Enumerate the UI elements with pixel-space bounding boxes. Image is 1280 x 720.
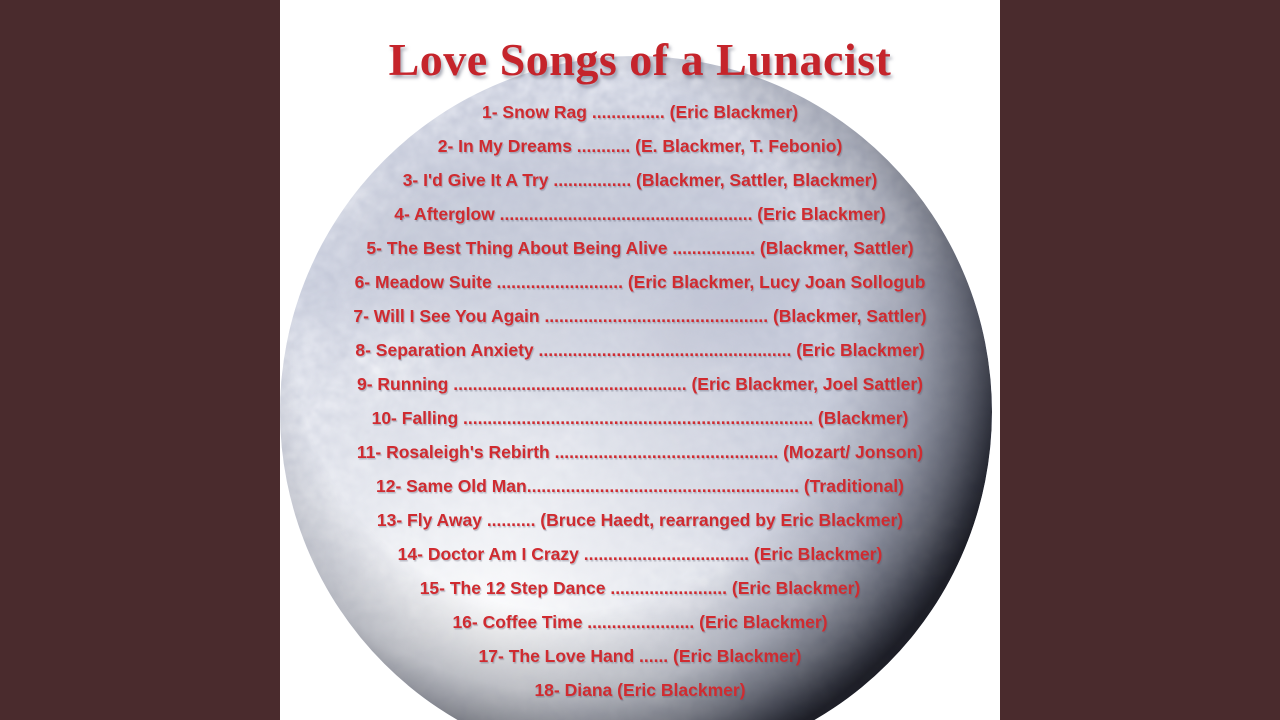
track-line: 1- Snow Rag ............... (Eric Blackmer) (481, 102, 799, 122)
track-line: 15- The 12 Step Dance ........................ (Eric Blackmer) (419, 578, 861, 598)
track-line: 2- In My Dreams ........... (E. Blackmer, T. Febonio) (437, 136, 843, 156)
track-line: 13- Fly Away .......... (Bruce Haedt, rearranged by Eric Blackmer) (376, 510, 904, 530)
track-line: 14- Doctor Am I Crazy .................................. (Eric Blackmer) (397, 544, 883, 564)
track-line: 18- Diana (Eric Blackmer) (534, 680, 746, 700)
track-line: 11- Rosaleigh's Rebirth .............................................. (Mozart/ Jonson) (356, 442, 924, 462)
track-line: 5- The Best Thing About Being Alive ................. (Blackmer, Sattler) (366, 238, 914, 258)
album-cover (280, 0, 1000, 720)
track-line: 8- Separation Anxiety .................................................... (Eric Blackmer) (355, 340, 925, 360)
letterbox-left (0, 0, 280, 720)
track-line: 16- Coffee Time ...................... (Eric Blackmer) (452, 612, 828, 632)
album-title: Love Songs of a Lunacist (388, 34, 892, 85)
track-line: 3- I'd Give It A Try ................ (Blackmer, Sattler, Blackmer) (402, 170, 878, 190)
track-line: 10- Falling ........................................................................ (Blackmer) (371, 408, 909, 428)
track-line: 9- Running ................................................ (Eric Blackmer, Joel Sattler) (357, 374, 923, 394)
letterbox-right (1000, 0, 1280, 720)
track-line: 12- Same Old Man........................................................ (Traditional) (375, 476, 905, 496)
track-line: 7- Will I See You Again .............................................. (Blackmer, Sattler) (353, 306, 927, 326)
track-list (280, 95, 1000, 707)
track-line: 4- Afterglow .................................................... (Eric Blackmer) (394, 204, 886, 224)
track-line: 6- Meadow Suite .......................... (Eric Blackmer, Lucy Joan Sollogub (354, 272, 926, 292)
track-line: 17- The Love Hand ...... (Eric Blackmer) (478, 646, 802, 666)
